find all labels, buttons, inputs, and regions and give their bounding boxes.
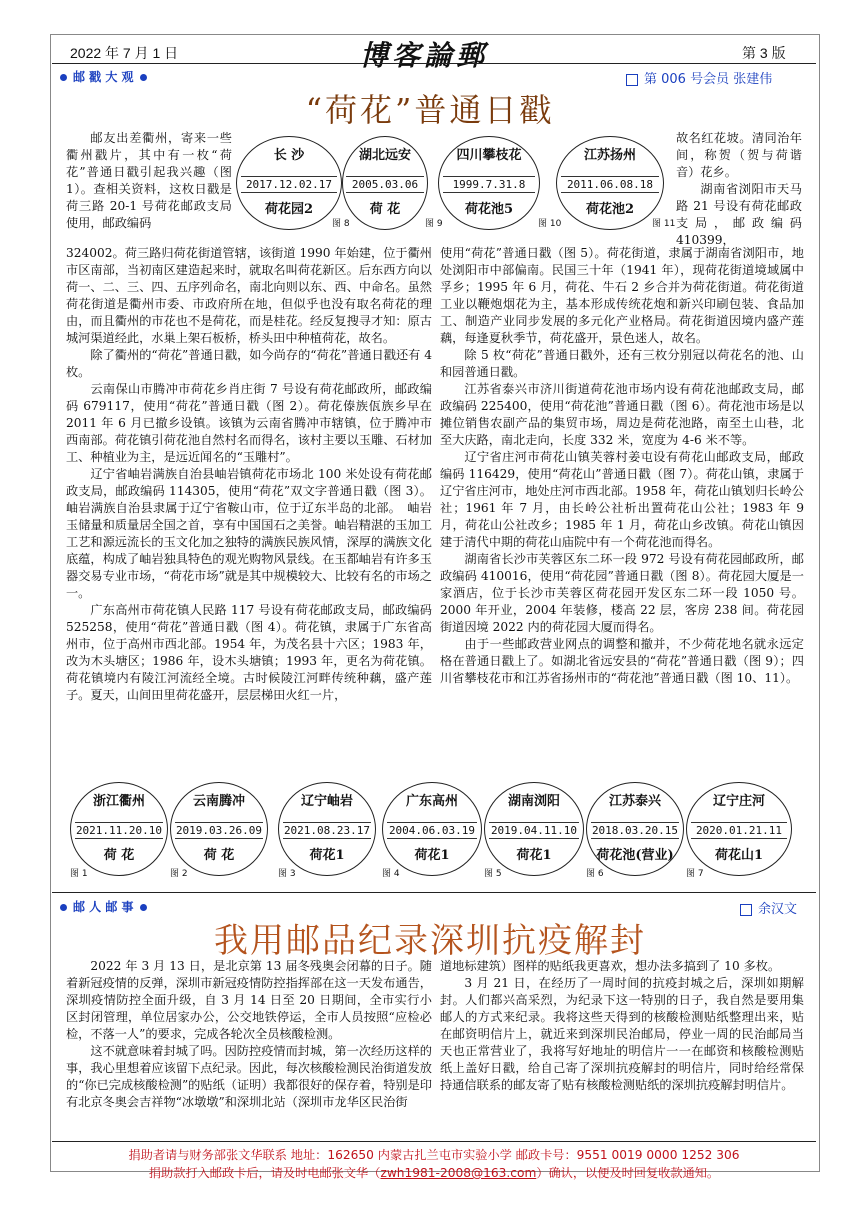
postmark-top-text: 长 沙 xyxy=(273,148,305,163)
postmark-top-text: 辽宁岫岩 xyxy=(300,794,353,809)
postmark-bottom-text: 荷花山1 xyxy=(714,848,764,863)
author-name: 余汉文 xyxy=(758,902,798,917)
paragraph: 这不就意味着封城了吗。因防控疫情而封城，第一次经历这样的事，我心里想着应该留下点纪录。因此，每次核酸检测民治街道发放的“你已完成核酸检测”的贴纸（证明）我都很好的保存着，特别是印有北京冬奥会吉祥物“冰墩墩”和深圳北站（深圳市龙华区民治街 xyxy=(66,1044,432,1109)
postmark-top-text: 广东高州 xyxy=(405,794,458,809)
postmark-bottom-text: 荷花1 xyxy=(414,848,450,863)
paragraph: 湖南省长沙市芙蓉区东二环一段 972 号设有荷花园邮政所，邮政编码 410016，使用“荷花园”普通日戳（图 8）。荷花园大厦是一家酒店，位于长沙市芙蓉区荷花园开发区东二环一段 1050 号。2000 年开业，2004 年装修，楼高 22 层，客房 238 间。荷花园街道因境 2022 内的荷花园大厦而得名。 xyxy=(440,552,804,634)
masthead-logo: 博客論郵 xyxy=(360,39,489,72)
paragraph: 云南保山市腾冲市荷花乡肖庄街 7 号设有荷花邮政所，邮政编码 679117，使用“荷花”普通日戳（图 2）。荷花傣族佤族乡早在 2011 年 6 月已撤乡设镇。该镇为云南省腾冲市辖镇，位于腾冲市西南部。荷花镇引荷花池自然村名而得名，该村主要以玉雕、石材加工、种植业为主，是远近闻名的“玉雕村”。 xyxy=(66,382,432,464)
footer-text: ）确认，以便及时回复收款通知。 xyxy=(536,1166,720,1180)
postmark-stamp xyxy=(170,782,268,876)
postmark-bottom-text: 荷花园2 xyxy=(264,202,314,217)
bullet-icon xyxy=(60,74,67,81)
postmark-top-text: 江苏泰兴 xyxy=(608,794,661,809)
paragraph: 2022 年 3 月 13 日，是北京第 13 届冬残奥会闭幕的日子。随着新冠疫情的反弹，深圳市新冠疫情防控指挥部在这一天发布通告，深圳疫情防控全面升级，自 3 月 14 日至 20 日期间，全市实行小区封闭管理，单位居家办公，公交地铁停运，全市人员按照“应检必检，不落一人”的要求，完成各轮次全员核酸检测。 xyxy=(66,959,432,1041)
postmark-bottom-text: 荷花1 xyxy=(516,848,552,863)
article-title: 我用邮品纪录深圳抗疫解封 xyxy=(214,921,646,961)
footer-text: 捐助款打入邮政卡后，请及时电邮张文华（ xyxy=(148,1166,381,1180)
postmark-bottom-text: 荷 花 xyxy=(103,848,135,863)
paragraph: 3 月 21 日，在经历了一周时间的抗疫封城之后，深圳如期解封。人们都兴高采烈，为纪录下这一特别的日子，我自然是要用集邮人的方式来纪录。我将这些天得到的核酸检测贴纸整理出来，贴在邮资明信片上，就近来到深圳民治邮局，停业一周的民治邮局当天也正常营业了，我将写好地址的明信片一一在邮资和核酸检测贴纸上盖好日戳，给自己寄了深圳抗疫解封的明信片，同时给经常保持通信联系的邮友寄了贴有核酸检测贴纸的深圳抗疫解封明信片。 xyxy=(440,976,804,1092)
postmark-stamp xyxy=(484,782,584,876)
postmark-date: 2021.08.23.17 xyxy=(283,823,371,837)
postmark-top-text: 云南腾冲 xyxy=(192,794,245,809)
footer-contact-line xyxy=(52,1164,816,1181)
postmark-bottom-text: 荷花池(营业) xyxy=(596,848,674,863)
figure-label: 图 2 xyxy=(170,869,188,879)
postmark-stamp xyxy=(438,136,540,230)
paragraph: 道地标建筑）图样的贴纸我更喜欢，想办法多搞到了 10 多枚。 xyxy=(440,959,781,973)
article1-column1 xyxy=(66,245,432,765)
section-tag-label: 邮 戳 大 观 xyxy=(73,70,134,84)
paragraph: 广东高州市荷花镇人民路 117 号设有荷花邮政支局，邮政编码 525258，使用“荷花”普通日戳（图 4）。荷花镇，隶属于广东省高州市，位于高州市西北部。1954 年，为茂名县十六区；1983 年，改为木头塘区；1986 年，设木头塘镇；1993 年，更名为荷花镇。荷花镇境内有陵江河流经全境。古时候陵江河畔传统种藕，盛产莲子。夏天，山间田里荷花盛开，层层梯田火红一片， xyxy=(66,603,432,702)
article-title: “荷花”普通日戳 xyxy=(305,91,555,129)
postmark-top-text: 江苏扬州 xyxy=(583,148,636,163)
paragraph: 辽宁省庄河市荷花山镇芙蓉村姜屯设有荷花山邮政支局，邮政编码 116429，使用“荷花山”普通日戳（图 7）。荷花山镇，隶属于辽宁省庄河市，地处庄河市西北部。1958 年，荷花山镇划归长岭公社；1961 年 7 月，由长岭公社析出置荷花山公社；1983 年 9 月，荷花山公社改乡；1985 年 1 月，荷花山乡改镇。荷花山镇因建于清代中期的荷花山庙院中有一个荷花池而得名。 xyxy=(440,450,804,549)
article2-column2 xyxy=(440,958,804,1138)
header-divider xyxy=(52,63,816,64)
paragraph: 故名红花坡。清同治年间，称贺（贺与荷谐音）花乡。 xyxy=(676,131,802,179)
section-divider xyxy=(52,892,816,893)
figure-label: 图 3 xyxy=(278,869,296,879)
postmark-bottom-text: 荷花池2 xyxy=(585,202,635,217)
email-link[interactable]: zwh1981-2008@163.com xyxy=(380,1166,537,1180)
figure-label: 图 5 xyxy=(484,869,502,879)
square-icon xyxy=(626,74,638,86)
paragraph: 辽宁省岫岩满族自治县岫岩镇荷花市场北 100 米处设有荷花邮政支局，邮政编码 114305，使用“荷花”双文字普通日戳（图 3）。岫岩满族自治县隶属于辽宁省鞍山市，位于辽东半岛的北部。 岫岩玉储量和质量居全国之首，享有中国国石之美誉。岫岩精湛的玉加工工艺和源远流长的玉文化加之独特的满族民族风情，深厚的满族文化底蕴，构成了岫岩独具特色的观光购物风景线。在玉都岫岩有许多玉器交易专业市场，“荷花市场”就是其中规模较大、比较有名的市场之一。 xyxy=(66,467,432,600)
postmark-date: 2005.03.06 xyxy=(346,176,423,193)
postmark-stamp xyxy=(556,136,664,230)
postmark-date: 2011.06.08.18 xyxy=(561,176,659,193)
postmark-date: 2017.12.02.17 xyxy=(241,176,337,193)
figure-label: 图 8 xyxy=(332,219,350,229)
article1-intro-col1 xyxy=(66,130,232,232)
postmark-date: 2004.06.03.19 xyxy=(387,822,477,839)
postmark-date: 2021.11.20.10 xyxy=(75,823,163,837)
postmark-date: 2020.01.21.11 xyxy=(691,822,787,839)
postmark-stamp xyxy=(342,136,428,230)
postmark-bottom-text: 荷花1 xyxy=(309,848,345,863)
article2-column1 xyxy=(66,958,432,1138)
paragraph: 江苏省泰兴市济川街道荷花池市场内设有荷花池邮政支局，邮政编码 225400，使用“荷花池”普通日戳（图 6）。荷花池市场是以摊位销售农副产品的集贸市场，周边是荷花池路，南至土山巷，北至大庆路，南北走向，长度 332 米，宽度为 4-6 米不等。 xyxy=(440,382,804,447)
bullet-icon xyxy=(140,74,147,81)
paragraph: 除了衢州的“荷花”普通日戳，如今尚存的“荷花”普通日戳还有 4 枚。 xyxy=(66,348,432,379)
postmark-date: 1999.7.31.8 xyxy=(443,176,535,193)
postmark-stamp xyxy=(586,782,684,876)
postmark-date: 2019.03.26.09 xyxy=(175,823,263,837)
figure-label: 图 7 xyxy=(686,869,704,879)
postmark-date: 2019.04.11.10 xyxy=(489,822,579,839)
bullet-icon xyxy=(60,904,67,911)
article1-intro: 邮友出差衢州，寄来一些衢州戳片，其中有一枚“荷花”普通日戳引起我兴趣（图 1）。查相关资料，这枚日戳是荷三路 20-1 号荷花邮政支局使用，邮政编码 xyxy=(66,131,232,230)
postmark-stamp xyxy=(70,782,168,876)
figure-label: 图 6 xyxy=(586,869,604,879)
bullet-icon xyxy=(140,904,147,911)
postmark-date: 2018.03.20.15 xyxy=(591,823,679,837)
postmark-stamp xyxy=(382,782,482,876)
paragraph: 324002。荷三路归荷花街道管辖，该街道 1990 年始建，位于衢州市区南部，当初南区建造起来时，就取名叫荷花新区。后东西方向以荷一、二、三、四、五序列命名，南北向则以东、西、中命名。虽然荷花街道是衢州市委、市政府所在地，但似乎也没有取名荷花的理由，而且衢州的市花也不是荷花，而是桂花。经反复搜寻才知：原古城河渠道经此，水巢上架石板桥，桥头田中种植荷花，故名。 xyxy=(66,246,432,345)
postmark-bottom-text: 荷花池5 xyxy=(464,202,514,217)
postmark-top-text: 湖南浏阳 xyxy=(507,794,560,809)
figure-label: 图 9 xyxy=(425,219,443,229)
figure-label: 图 4 xyxy=(382,869,400,879)
footer-divider xyxy=(52,1141,816,1142)
figure-label: 图 10 xyxy=(538,219,562,229)
article1-intro-col2 xyxy=(676,130,802,249)
article1-column2 xyxy=(440,245,804,765)
paragraph: 使用“荷花”普通日戳（图 5）。荷花街道，隶属于湖南省浏阳市，地处浏阳市中部偏南。民国三十年（1941 年），现荷花街道境域属中孚乡；1995 年 6 月，荷花、牛石 2 乡合并为荷花街道。荷花街道工业以鞭炮烟花为主，基本形成传统花炮和新兴印刷包装、食品加工、制造产业同步发展的多元化产业格局。荷花街道因境内盛产莲藕，每逢夏秋季节，荷花盛开，景色迷人，故名。 xyxy=(440,246,804,345)
postmark-top-text: 浙江衢州 xyxy=(92,794,145,809)
postmark-stamp xyxy=(278,782,376,876)
postmark-top-text: 湖北远安 xyxy=(358,148,411,163)
issue-date: 2022 年 7 月 1 日 xyxy=(70,45,179,61)
section-tag-label: 邮 人 邮 事 xyxy=(73,900,134,914)
figure-label: 图 1 xyxy=(70,869,88,879)
edition-number: 第 3 版 xyxy=(742,45,786,61)
postmark-stamp xyxy=(236,136,342,230)
section-tag xyxy=(54,68,153,85)
postmark-stamp xyxy=(686,782,792,876)
figure-label: 图 11 xyxy=(652,219,676,229)
paragraph: 由于一些邮政营业网点的调整和撤并，不少荷花地名就永远定格在普通日戳上了。如湖北省远安县的“荷花”普通日戳（图 9）；四川省攀枝花市和江苏省扬州市的“荷花池”普通日戳（图 10、11）。 xyxy=(440,637,804,685)
paragraph: 湖南省浏阳市天马路 21 号设有荷花邮政支局，邮政编码 410399， xyxy=(676,182,802,247)
postmark-bottom-text: 荷 花 xyxy=(203,848,235,863)
footer-donation-line: 捐助者请与财务部张文华联系 地址：162650 内蒙古扎兰屯市实验小学 邮政卡号：9551 0019 0000 1252 306 xyxy=(128,1148,740,1162)
postmark-bottom-text: 荷 花 xyxy=(369,202,401,217)
postmark-top-text: 辽宁庄河 xyxy=(712,794,765,809)
author-name: 第 006 号会员 张建伟 xyxy=(644,72,773,87)
paragraph: 除 5 枚“荷花”普通日戳外，还有三枚分别冠以荷花名的池、山和园普通日戳。 xyxy=(440,348,804,379)
postmark-top-text: 四川攀枝花 xyxy=(456,148,522,163)
